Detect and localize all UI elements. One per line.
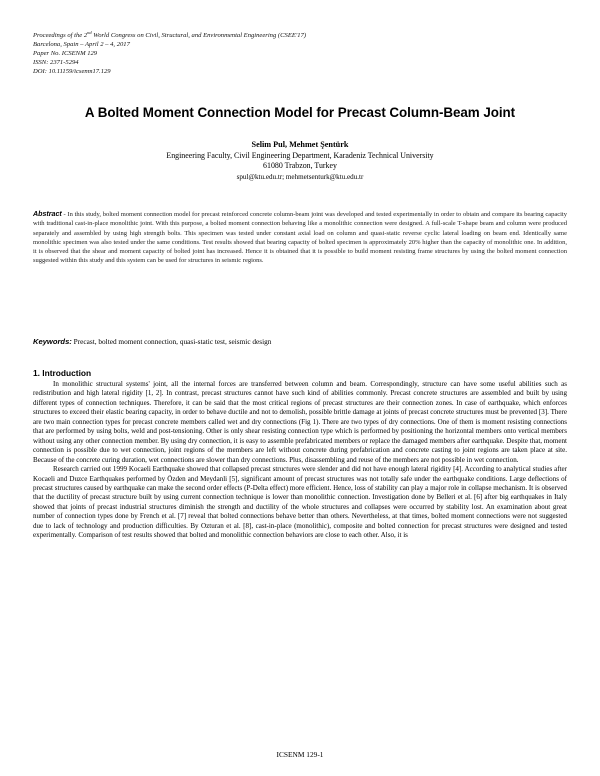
keywords-text: Precast, bolted moment connection, quasi-static test, seismic design <box>71 337 272 346</box>
author-block <box>20 140 580 182</box>
proceedings-header <box>33 29 473 77</box>
page-footer: ICSENM 129-1 <box>276 750 324 759</box>
header-line-issn: ISSN: 2371-5294 <box>33 58 79 66</box>
author-address: 61080 Trabzon, Turkey <box>263 161 337 171</box>
header-line-doi: DOI: 10.11159/icsenm17.129 <box>33 67 111 75</box>
abstract <box>33 210 567 266</box>
paragraph: In monolithic structural systems' joint, all the internal forces are transferred between column and beam. Correspondingly, structure can have some useful abilities such as redistribution and high lateral rigidity [1, 2]. In contrast, precast structures cannot have such kind of abilities commonly. Precast concrete structures are assembled and built by using different types of connection techniques. Therefore, it can be said that the most critical regions of precast structures are their connection zones. In case of earthquake, which enforces structures to exceed their elastic bearing capacity, in order to behave ductile and not to demolish, possible brittle damage at joints of precast concrete structures must be prevented [3]. There are two main connection types for precast concrete members called wet and dry connections (Fig 1). There are two types of dry connections. One of them is moment resisting connections that are performed by using bolts, weld and post-tensioning. Other is only shear resisting connection type which is performed by positioning the horizontal members onto vertical members without using any other connection member. By using dry connection, it is easy to assemble prefabricated members or replace the damaged members after earthquake. Despite that, moment connection is possible due to wet connection, joint regions of the members are left without concrete during prefabrication and concrete casting to joint regions are taken place at site. Because of the concrete curing duration, wet connections are slower than dry connections. Plus, disassembling and reuse of the members are not possible in wet connection. <box>33 380 567 464</box>
author-names: Selim Pul, Mehmet Şentürk <box>251 140 349 149</box>
section-heading-introduction: 1. Introduction <box>33 368 92 378</box>
paragraph: Research carried out 1999 Kocaeli Earthquake showed that collapsed precast structures were slender and did not have enough lateral rigidity [4]. According to analytical studies after Kocaeli and Duzce Earthquakes performed by Özden and Meydanli [5], significant amount of precast structures was not totally safe under the earthquake conditions. Large deflections of precast structures caused by earthquake can make the second order effects (P-Delta effect) more efficient. Hence, loss of stability can play a major role in collapse mechanism. It is observed that the ductility of precast structure built by using current connection technique is lower than monolithic connection. Investigation done by Belleri et al. [6] after big earthquakes in Italy showed that joints of precast industrial structures diminish the strength and ductility of the whole structures and collapses were occurred by stability lost. An examination about great number of connection types done by French et al. [7] reveal that bolted connections behave better than others. Nevertheless, at that times, bolted moment connections were not suggested due to lack of technology and production difficulties. By Ozturan et al. [8], cast-in-place (monolithic), composite and bolted connection for precast structures were designed and tested experimentally. Comparison of test results showed that bolted and monolithic connection behaviors are close to each other. Also, it is <box>33 465 567 540</box>
header-line-location: Barcelona, Spain – April 2 – 4, 2017 <box>33 40 130 48</box>
header-line-paper-no: Paper No. ICSENM 129 <box>33 49 98 57</box>
introduction-body <box>33 380 567 541</box>
paper-title: A Bolted Moment Connection Model for Precast Column-Beam Joint <box>84 105 516 120</box>
header-line-conference: Proceedings of the 2nd World Congress on Civil, Structural, and Environmental Engineering (CSEE'17) <box>33 29 307 39</box>
author-email: spul@ktu.edu.tr; mehmetsenturk@ktu.edu.tr <box>236 172 364 181</box>
abstract-label: Abstract <box>33 210 62 218</box>
author-affiliation: Engineering Faculty, Civil Engineering Department, Karadeniz Technical University <box>166 150 434 160</box>
abstract-text: - In this study, bolted moment connection model for precast reinforced concrete column-beam joint was developed and tested experimentally in order to obtain and compare its bearing capacity with traditional cast-in-place monolithic joint. With this purpose, a bolted moment connection behaving like a monolithic connection were designed. A full-scale T-shape beam and column were produced separately and assembled by using high strength bolts. This specimen was tested under constant axial load on column and quasi-static reverse cyclic lateral loading on beam end. Identically same monolithic specimen was also tested under the same conditions. Test results showed that bearing capacity of bolted specimen is approximately 20% higher than the capacity of monolithic one. In addition, it is observed that the shear and moment capacity of bolted joint has increased. Hence it is obtained that it is possible to build moment resisting frame structures by using the bolted moment connection suggested within this study and this system can be used for structures in seismic regions. <box>33 211 567 265</box>
keywords <box>33 337 567 347</box>
keywords-label: Keywords: <box>33 337 72 346</box>
